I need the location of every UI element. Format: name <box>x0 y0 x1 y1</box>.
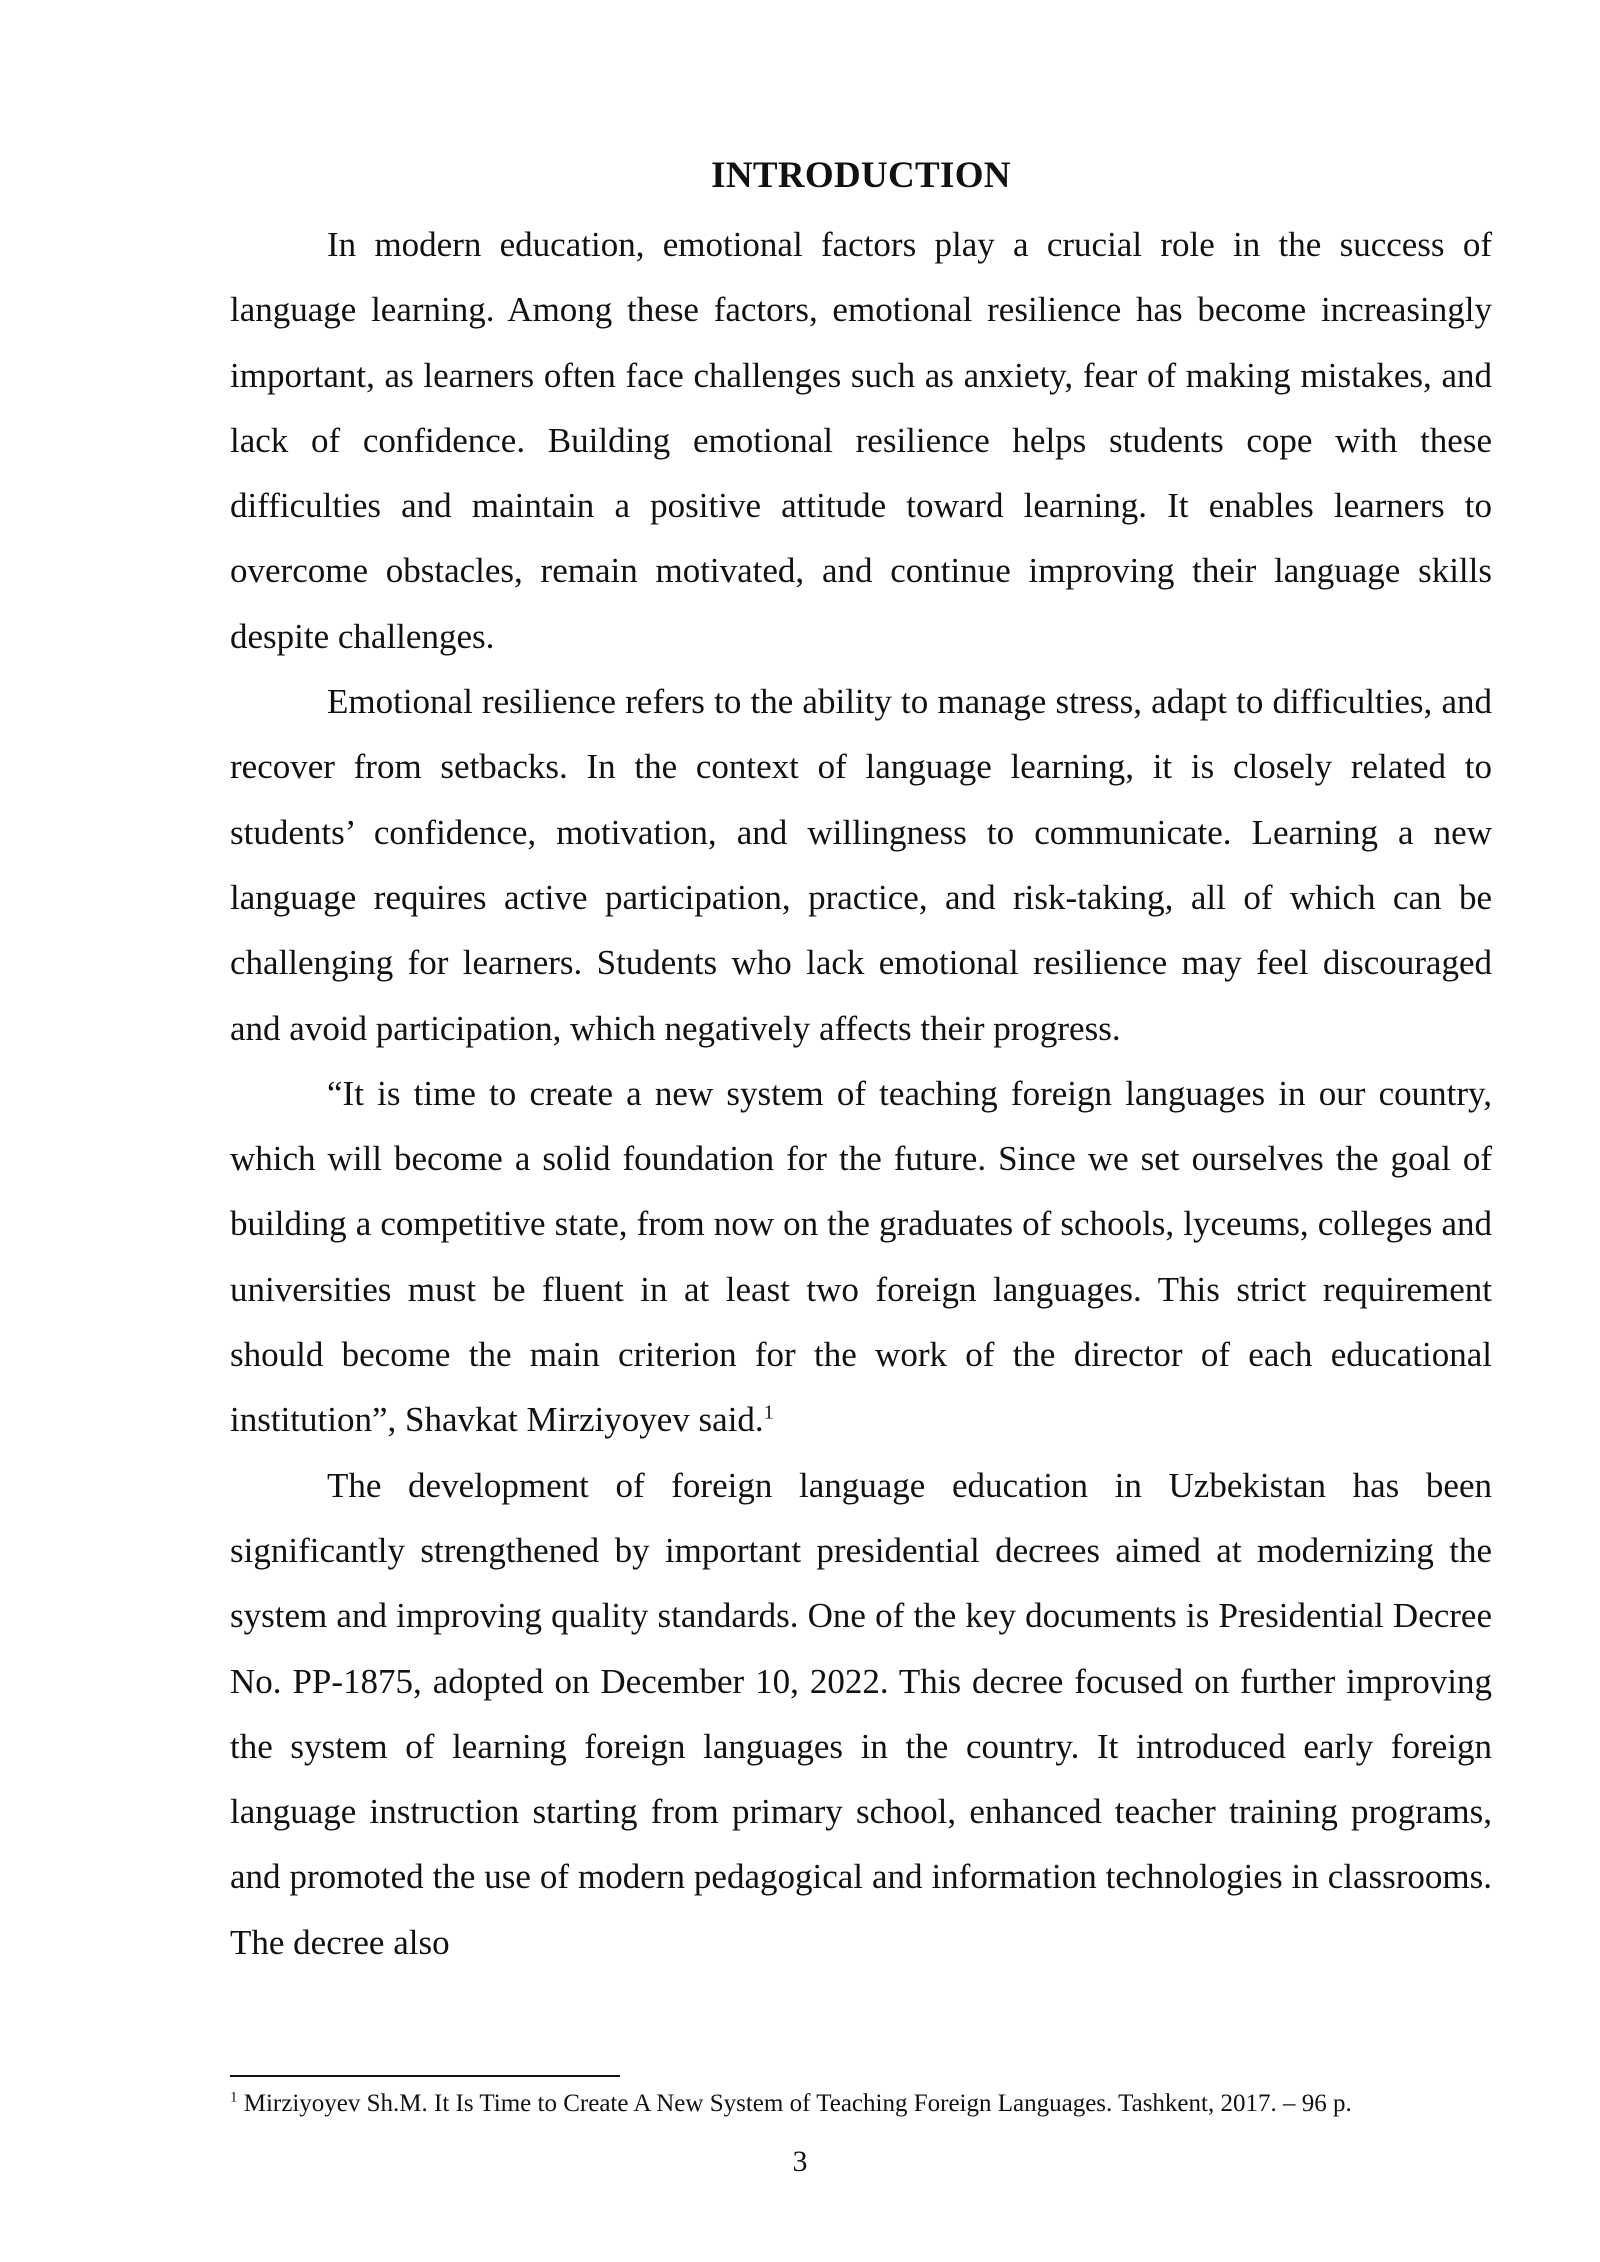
page-number: 3 <box>792 2145 808 2178</box>
paragraph-4 <box>230 1453 1492 1975</box>
footnote <box>230 2086 1530 2122</box>
footnote-separator <box>230 2075 620 2077</box>
paragraph-3-text: “It is time to create a new system of teaching foreign languages in our country, which will become a solid foundation for the future. Since we set ourselves the goal of building a competitive state, from now on the graduates of schools, lyceums, colleges and universities must be fluent in at least two foreign languages. This strict requirement should become the main criterion for the work of the director of each educational institution”, Shavkat Mirziyoyev said. <box>230 1073 1492 1440</box>
paragraph-2 <box>230 669 1492 1061</box>
footnote-number: 1 <box>230 2089 238 2106</box>
paragraph-2-text: Emotional resilience refers to the ability to manage stress, adapt to difficulties, and recover from setbacks. In the context of language learning, it is closely related to students’ confidence, motivation, and willingness to communicate. Learning a new language requires active participation, practice, and risk-taking, all of which can be challenging for learners. Students who lack emotional resilience may feel discouraged and avoid participation, which negatively affects their progress. <box>230 682 1492 1048</box>
body-text <box>230 212 1492 1975</box>
footnote-text: Mirziyoyev Sh.M. It Is Time to Create A New System of Teaching Foreign Languages. Tashkent, 2017. – 96 p. <box>243 2090 1352 2117</box>
paragraph-1-text: In modern education, emotional factors play a crucial role in the success of language learning. Among these factors, emotional resilience has become increasingly important, as learners often face challenges such as anxiety, fear of making mistakes, and lack of confidence. Building emotional resilience helps students cope with these difficulties and maintain a positive attitude toward learning. It enables learners to overcome obstacles, remain motivated, and continue improving their language skills despite challenges. <box>230 225 1492 656</box>
paragraph-1 <box>230 212 1492 669</box>
footnote-reference: 1 <box>763 1401 774 1424</box>
section-heading: INTRODUCTION <box>711 155 1011 196</box>
paragraph-3-quote <box>230 1061 1492 1453</box>
paragraph-4-text: The development of foreign language education in Uzbekistan has been significantly strengthened by important presidential decrees aimed at modernizing the system and improving quality standards. One of the key documents is Presidential Decree No. PP-1875, adopted on December 10, 2022. This decree focused on further improving the system of learning foreign languages in the country. It introduced early foreign language instruction starting from primary school, enhanced teacher training programs, and promoted the use of modern pedagogical and information technologies in classrooms. The decree also <box>230 1465 1492 1962</box>
